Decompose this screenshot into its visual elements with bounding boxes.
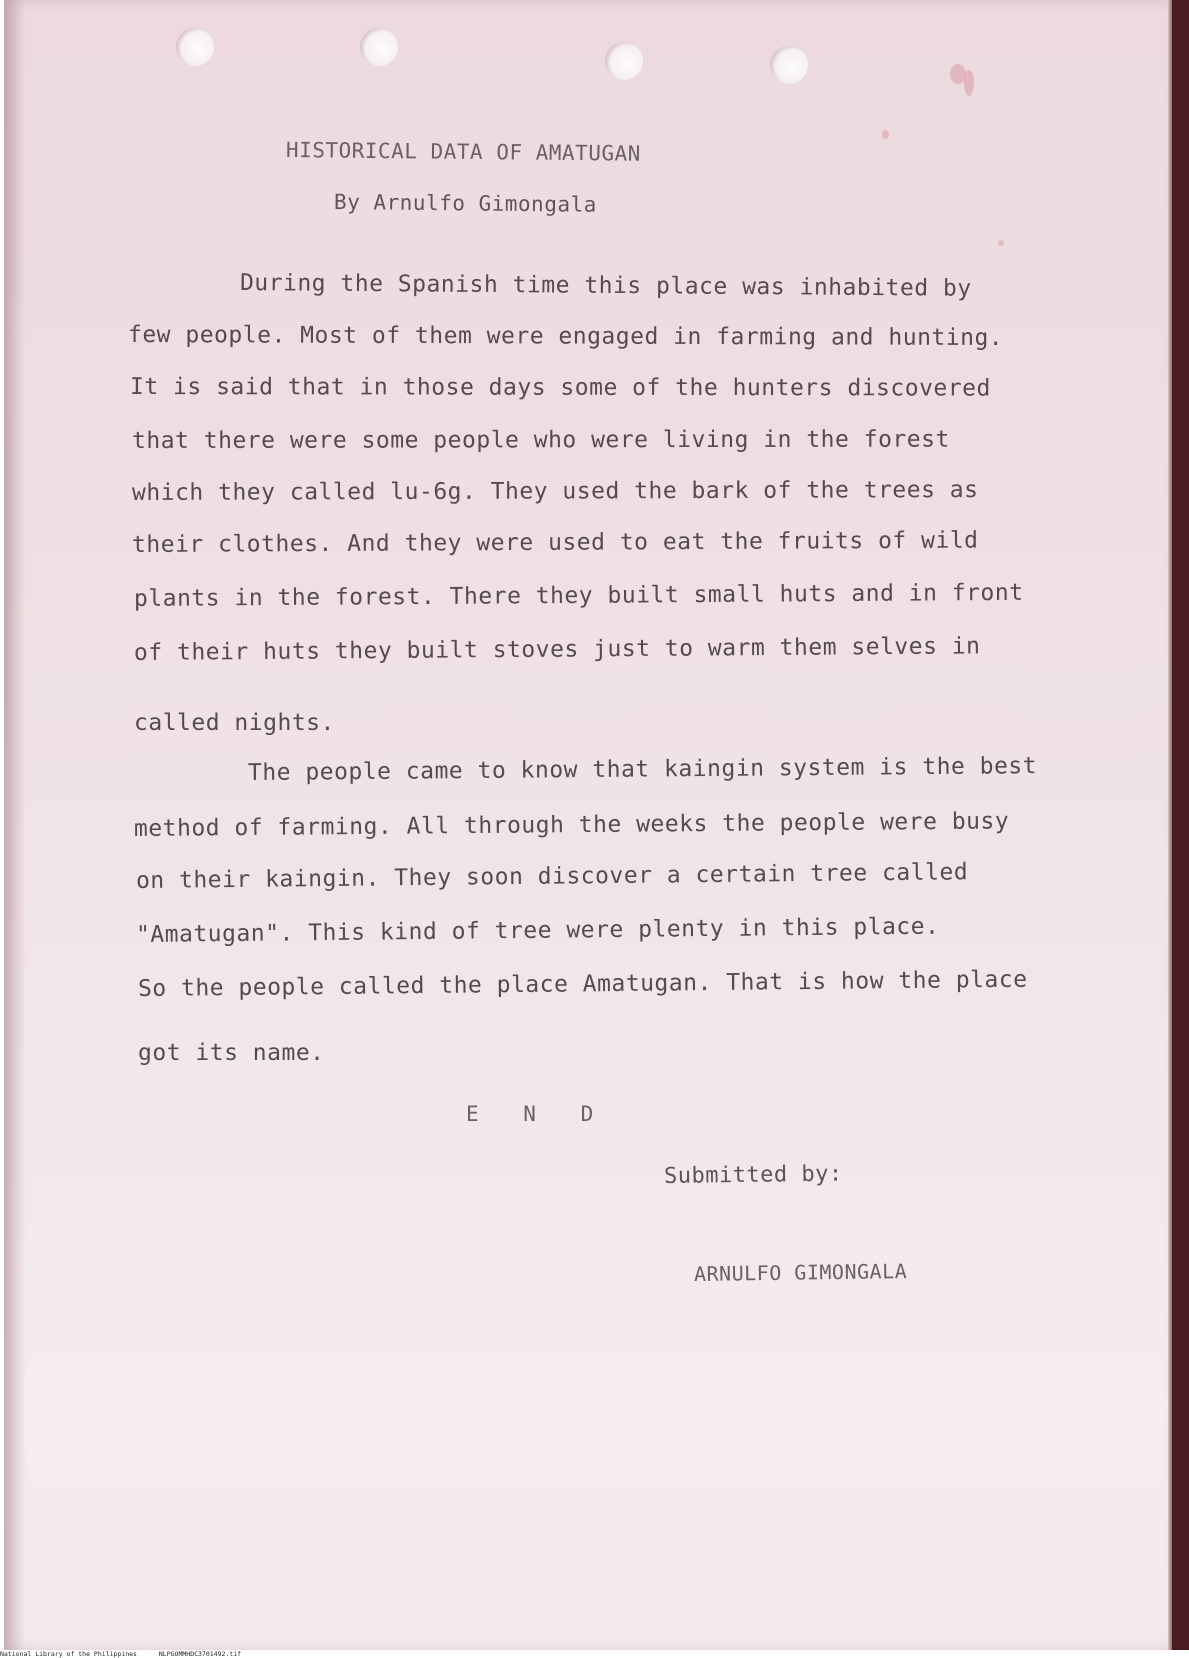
ink-stain: [882, 130, 889, 139]
paragraph-1-line-3: It is said that in those days some of the hunters discovered: [129, 374, 991, 402]
punch-hole-2: [360, 28, 398, 66]
punch-hole-3: [605, 42, 643, 80]
paragraph-2-line-2: method of farming. All through the weeks the people were busy: [133, 808, 1010, 842]
paragraph-2-line-5: So the people called the place Amatugan. That is how the place: [137, 966, 1028, 1002]
submitted-by-label: Submitted by:: [663, 1161, 843, 1189]
page-title: HISTORICAL DATA OF AMATUGAN: [285, 138, 641, 166]
punch-hole-1: [176, 28, 214, 66]
punch-hole-4: [770, 46, 808, 84]
paragraph-1-line-5: which they called lu-6g. They used the bark of the trees as: [131, 477, 979, 506]
ink-stain: [998, 240, 1004, 246]
paper-sheet: [4, 0, 1172, 1650]
ink-stain: [964, 70, 974, 96]
paragraph-2-line-3: on their kaingin. They soon discover a certain tree called: [135, 859, 969, 894]
author-byline: By Arnulfo Gimongala: [333, 190, 597, 217]
footer-source: National Library of the Philippines: [0, 1650, 137, 1658]
paper-left-shadow: [4, 0, 26, 1650]
binding-strip: [1172, 0, 1189, 1650]
paragraph-2-line-6: got its name.: [138, 1040, 325, 1066]
paragraph-2-line-1: The people came to know that kaingin system is the best: [247, 753, 1038, 786]
paragraph-1-line-7: plants in the forest. There they built small huts and in front: [133, 579, 1024, 612]
paragraph-1-line-6: their clothes. And they were used to eat the fruits of wild: [131, 527, 979, 558]
paragraph-1-line-2: few people. Most of them were engaged in farming and hunting.: [127, 322, 1004, 352]
paragraph-2-line-4: "Amatugan". This kind of tree were plenty in this place.: [135, 913, 940, 948]
paragraph-1-line-9: called nights.: [134, 710, 335, 736]
paragraph-1-line-4: that there were some people who were living in the forest: [131, 426, 950, 454]
submitter-name: ARNULFO GIMONGALA: [693, 1259, 908, 1286]
footer-file-name: NLPGOMMHDC3701492.tif: [158, 1650, 242, 1658]
end-mark: E N D: [466, 1102, 610, 1126]
scan-footer: [0, 1650, 259, 1658]
paragraph-1-line-8: of their huts they built stoves just to warm them selves in: [133, 633, 981, 666]
paragraph-1-line-1: During the Spanish time this place was inhabited by: [239, 270, 972, 302]
